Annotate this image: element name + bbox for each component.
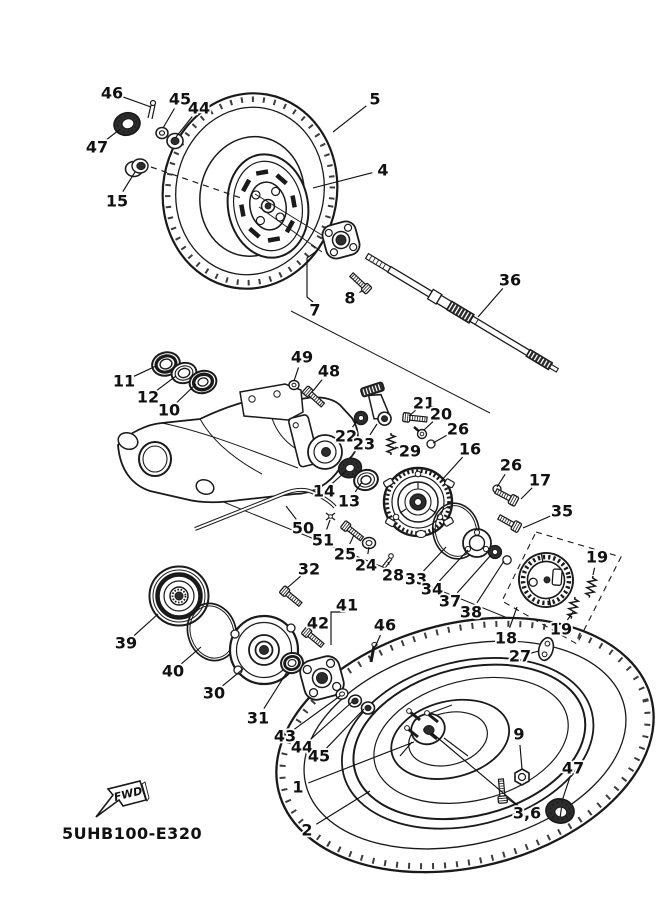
washer-45 bbox=[156, 128, 168, 139]
rear-axle-drawing bbox=[364, 251, 560, 375]
callout-label-4: 4 bbox=[377, 160, 389, 180]
brake-rod-spring bbox=[387, 433, 395, 455]
callout-29 bbox=[395, 442, 421, 461]
callout-label-20: 20 bbox=[429, 404, 453, 424]
callout-label-24: 24 bbox=[354, 555, 378, 575]
callout-label-32: 32 bbox=[297, 559, 321, 579]
o-ring-38 bbox=[503, 556, 511, 564]
callout-42 bbox=[307, 614, 329, 633]
callout-label-47: 47 bbox=[85, 137, 109, 157]
callout-label-27: 27 bbox=[508, 646, 532, 666]
washer-37 bbox=[489, 546, 502, 559]
callout-label-40: 40 bbox=[161, 661, 185, 681]
callout-label-26: 26 bbox=[499, 455, 523, 475]
callout-49 bbox=[291, 348, 313, 382]
axle-nut bbox=[167, 134, 183, 149]
callout-label-48: 48 bbox=[317, 361, 341, 381]
callout-40 bbox=[162, 647, 201, 681]
callout-label-15: 15 bbox=[105, 191, 129, 211]
callout-label-25: 25 bbox=[333, 544, 357, 564]
callout-label-44: 44 bbox=[290, 737, 314, 757]
callout-47 bbox=[86, 130, 119, 157]
callout-label-22: 22 bbox=[334, 426, 358, 446]
callout-10 bbox=[158, 384, 196, 420]
callout-label-42: 42 bbox=[306, 613, 330, 633]
callout-15 bbox=[106, 172, 135, 211]
callout-46 bbox=[101, 84, 151, 108]
callout-30 bbox=[203, 669, 243, 703]
callout-label-28: 28 bbox=[381, 565, 405, 585]
shoe-spring-upper bbox=[585, 575, 597, 598]
callout-label-30: 30 bbox=[202, 683, 226, 703]
callout-13 bbox=[338, 482, 362, 511]
bolt-32-drawing bbox=[279, 586, 303, 608]
callout-5 bbox=[333, 90, 381, 133]
retainer-34 bbox=[463, 529, 491, 557]
callout-label-16: 16 bbox=[458, 439, 482, 459]
callout-8 bbox=[344, 289, 362, 308]
flange-nut-9 bbox=[515, 769, 529, 785]
top-wheel-drawing bbox=[147, 79, 352, 302]
hub-nut-45 bbox=[362, 702, 375, 714]
callout-label-43: 43 bbox=[273, 726, 297, 746]
bolt-17-drawing bbox=[494, 487, 519, 507]
callout-19 bbox=[550, 612, 573, 639]
callout-label-13: 13 bbox=[337, 491, 361, 511]
callout-label-18: 18 bbox=[494, 628, 518, 648]
callout-32 bbox=[287, 560, 320, 589]
hub-cap bbox=[112, 110, 143, 138]
callout-label-3-6: 3,6 bbox=[512, 803, 542, 823]
callout-label-41: 41 bbox=[335, 595, 359, 615]
callout-label-9: 9 bbox=[513, 724, 525, 744]
callout-label-23: 23 bbox=[352, 434, 376, 454]
callout-16 bbox=[441, 440, 481, 482]
pipe-clamp bbox=[326, 513, 335, 520]
callout-17 bbox=[521, 471, 551, 500]
cotter-pin bbox=[148, 101, 156, 120]
callout-label-17: 17 bbox=[528, 470, 552, 490]
callout-label-33: 33 bbox=[404, 569, 428, 589]
callout-label-47: 47 bbox=[561, 758, 585, 778]
callout-label-19: 19 bbox=[585, 547, 609, 567]
callout-label-34: 34 bbox=[420, 579, 444, 599]
callout-label-26: 26 bbox=[446, 419, 470, 439]
callout-label-2: 2 bbox=[301, 820, 313, 840]
callout-label-45: 45 bbox=[168, 89, 192, 109]
callout-label-29: 29 bbox=[398, 441, 422, 461]
callout-label-45: 45 bbox=[307, 746, 331, 766]
callout-51 bbox=[312, 520, 334, 550]
bolt-35-drawing bbox=[497, 513, 522, 533]
callout-label-14: 14 bbox=[312, 481, 336, 501]
fwd-arrow bbox=[96, 781, 149, 817]
callout-50 bbox=[286, 506, 314, 538]
callout-19 bbox=[586, 548, 608, 576]
part-code: 5UHB100-E320 bbox=[62, 824, 203, 843]
axle-seals-drawing bbox=[150, 349, 219, 396]
callout-label-11: 11 bbox=[112, 371, 136, 391]
callout-label-51: 51 bbox=[311, 530, 335, 550]
callout-label-12: 12 bbox=[136, 387, 160, 407]
callout-41 bbox=[331, 596, 358, 646]
callout-label-39: 39 bbox=[114, 633, 138, 653]
callout-label-50: 50 bbox=[291, 518, 315, 538]
callout-38 bbox=[460, 561, 504, 622]
drum-cover-30 bbox=[230, 616, 298, 684]
callout-label-46: 46 bbox=[373, 615, 397, 635]
callout-label-38: 38 bbox=[459, 602, 483, 622]
o-ring-26a bbox=[427, 440, 435, 448]
callout-25 bbox=[334, 535, 356, 564]
wheel-nut bbox=[126, 159, 149, 177]
callout-label-21: 21 bbox=[412, 393, 436, 413]
callout-48 bbox=[313, 362, 340, 392]
washer-49 bbox=[289, 381, 299, 390]
callout-36 bbox=[478, 271, 521, 318]
callout-39 bbox=[115, 614, 158, 653]
callout-26 bbox=[497, 456, 522, 488]
callout-label-8: 8 bbox=[344, 288, 356, 308]
callout-label-37: 37 bbox=[438, 591, 462, 611]
callout-label-36: 36 bbox=[498, 270, 522, 290]
callout-label-44: 44 bbox=[187, 98, 211, 118]
callout-label-35: 35 bbox=[550, 501, 574, 521]
callout-35 bbox=[523, 502, 573, 529]
callout-label-46: 46 bbox=[100, 83, 124, 103]
callout-label-7: 7 bbox=[309, 300, 321, 320]
brake-drum-drawing bbox=[150, 567, 209, 626]
shoe-spring-lower bbox=[567, 596, 579, 619]
callout-label-19: 19 bbox=[549, 619, 573, 639]
callout-label-5: 5 bbox=[369, 89, 381, 109]
callout-28 bbox=[382, 562, 404, 585]
washer-24 bbox=[363, 538, 376, 549]
fwd-label: FWD bbox=[112, 784, 144, 804]
callout-label-31: 31 bbox=[246, 708, 270, 728]
callout-label-49: 49 bbox=[290, 347, 314, 367]
callout-24 bbox=[355, 547, 377, 575]
callout-label-10: 10 bbox=[157, 400, 181, 420]
bolt-21-drawing bbox=[403, 413, 428, 424]
callout-label-1: 1 bbox=[292, 777, 304, 797]
